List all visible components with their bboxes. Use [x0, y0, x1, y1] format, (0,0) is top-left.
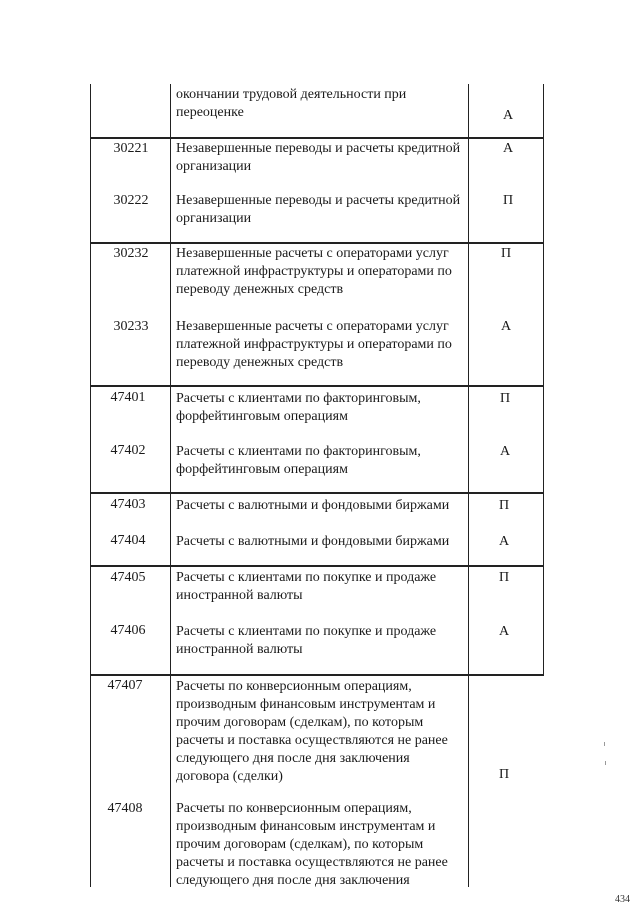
- table-left-border: [90, 84, 91, 887]
- row-code: 47405: [110, 570, 146, 585]
- row-side: А: [502, 108, 514, 123]
- row-side: А: [498, 624, 510, 639]
- row-code: 30222: [113, 193, 149, 208]
- row-description: Расчеты по конверсионным операциям, производным финансовым инструментам и прочим договорам (сделкам), по которым расчеты и поставка осуществляются не ранее следующего дня после дня заключения: [176, 801, 448, 888]
- row-side: П: [502, 193, 514, 208]
- row-description: Расчеты с валютными и фондовыми биржами: [176, 498, 450, 513]
- group-separator: [90, 137, 544, 139]
- row-side: П: [500, 246, 512, 261]
- row-side: А: [500, 319, 512, 334]
- row-code: 30233: [113, 319, 149, 334]
- row-side: П: [498, 498, 510, 513]
- scan-speck: [604, 742, 605, 746]
- group-separator: [90, 492, 544, 494]
- row-description: Незавершенные расчеты с операторами услуг платежной инфраструктуры и операторами по переводу денежных средств: [176, 319, 452, 370]
- row-side: П: [498, 767, 510, 782]
- table-right-border: [543, 84, 544, 674]
- row-description: Расчеты по конверсионным операциям, производным финансовым инструментам и прочим договорам (сделкам), по которым расчеты и поставка осуществляются не ранее следующего дня после дня заключения договора (сделки): [176, 679, 448, 784]
- row-code: 47404: [110, 533, 146, 548]
- row-side: А: [498, 534, 510, 549]
- row-description: Расчеты с клиентами по факторинговым, форфейтинговым операциям: [176, 391, 421, 424]
- row-description: Незавершенные переводы и расчеты кредитной организации: [176, 141, 461, 174]
- scan-speck: [605, 761, 606, 765]
- row-code: 47406: [110, 623, 146, 638]
- row-description: окончании трудовой деятельности при переоценке: [176, 87, 407, 120]
- row-description: Расчеты с валютными и фондовыми биржами: [176, 534, 450, 549]
- row-side: П: [499, 391, 511, 406]
- table-column-divider-1: [170, 84, 171, 887]
- row-description: Расчеты с клиентами по покупке и продаже иностранной валюты: [176, 624, 437, 657]
- row-description: Расчеты с клиентами по факторинговым, форфейтинговым операциям: [176, 444, 421, 477]
- row-side: П: [498, 570, 510, 585]
- row-side: А: [499, 444, 511, 459]
- row-code: 47403: [110, 497, 146, 512]
- row-description: Расчеты с клиентами по покупке и продаже иностранной валюты: [176, 570, 437, 603]
- row-description: Незавершенные переводы и расчеты кредитной организации: [176, 193, 461, 226]
- row-code: 47401: [110, 390, 146, 405]
- page-number: 434: [615, 894, 630, 905]
- row-code: 30221: [113, 141, 149, 156]
- group-separator: [90, 565, 544, 567]
- group-separator: [90, 385, 544, 387]
- row-code: 30232: [113, 246, 149, 261]
- group-separator: [90, 674, 544, 676]
- row-side: А: [502, 141, 514, 156]
- row-description: Незавершенные расчеты с операторами услуг платежной инфраструктуры и операторами по переводу денежных средств: [176, 246, 452, 297]
- table-column-divider-2: [468, 84, 469, 887]
- row-code: 47407: [107, 678, 143, 693]
- row-code: 47402: [110, 443, 146, 458]
- row-code: 47408: [107, 801, 143, 816]
- group-separator: [90, 242, 544, 244]
